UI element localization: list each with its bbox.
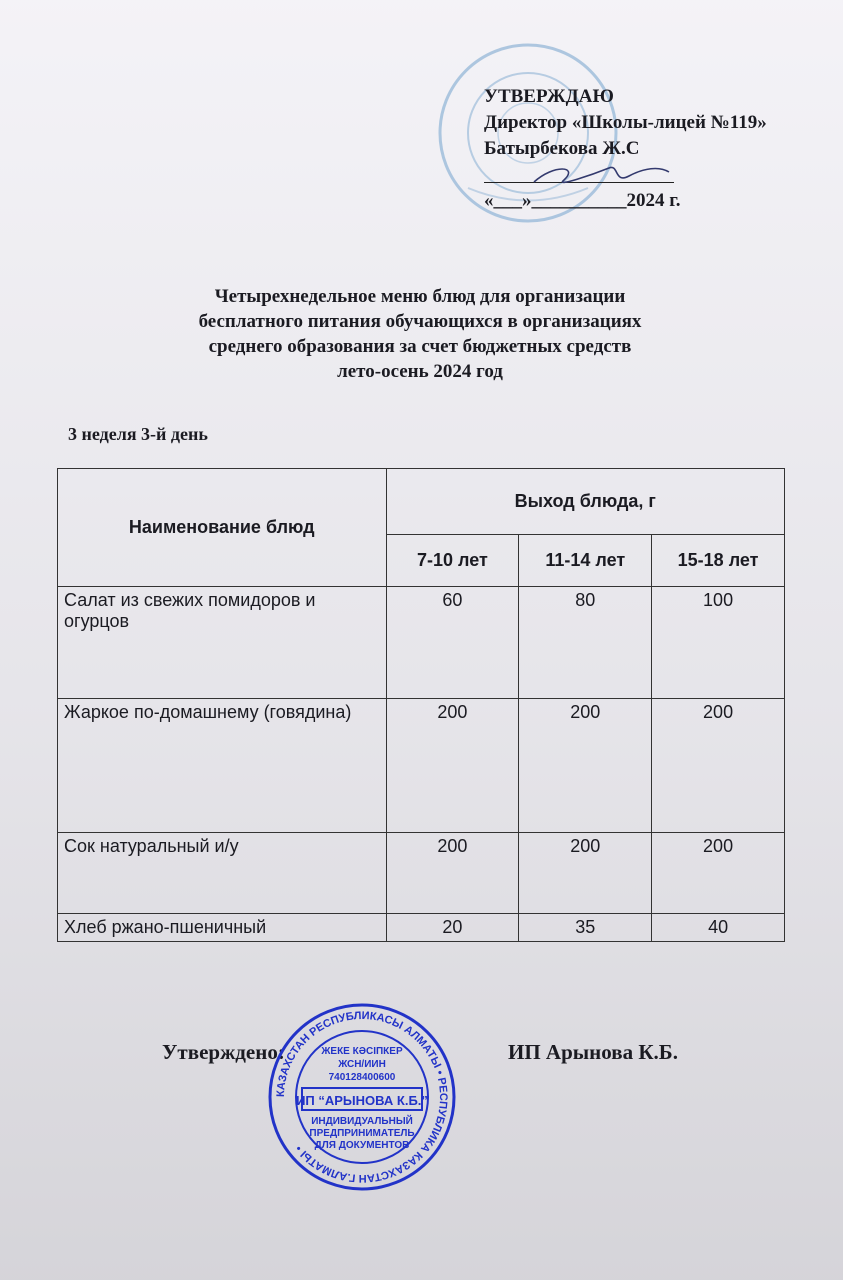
dish-value: 60 (386, 587, 519, 699)
title-line-1: Четырехнедельное меню блюд для организации (214, 286, 626, 307)
header-row (58, 469, 785, 535)
approval-heading: УТВЕРЖДАЮ (484, 86, 614, 107)
dish-name: Сок натуральный и/у (58, 833, 387, 914)
dish-value: 200 (386, 833, 519, 914)
signature (524, 154, 674, 194)
dish-value: 200 (652, 699, 785, 833)
stamp-line-5: ПРЕДПРИНИМАТЕЛЬ (309, 1128, 415, 1139)
dish-value: 200 (652, 833, 785, 914)
document-title (120, 284, 720, 384)
age-group: 15-18 лет (652, 535, 785, 587)
stamp-line-4: ИНДИВИДУАЛЬНЫЙ (311, 1116, 413, 1127)
menu-table (57, 468, 785, 942)
title-line-4: лето-осень 2024 год (337, 361, 503, 382)
dish-value: 200 (519, 833, 652, 914)
director-position: Директор «Школы-лицей №119» (484, 112, 767, 133)
title-line-2: бесплатного питания обучающихся в организациях (198, 311, 642, 332)
approved-label: Утверждено: (162, 1040, 285, 1064)
dish-name: Хлеб ржано-пшеничный (58, 914, 387, 942)
header-output: Выход блюда, г (386, 469, 784, 535)
stamp-line-3: 740128400600 (328, 1072, 396, 1083)
approval-block (484, 84, 767, 214)
table-row (58, 699, 785, 833)
approval-date: «___»__________2024 г. (484, 190, 681, 211)
table-row (58, 914, 785, 942)
entrepreneur-name: ИП Арынова К.Б. (508, 1040, 678, 1064)
dish-value: 20 (386, 914, 519, 942)
director-name: Батырбекова Ж.С (484, 138, 640, 159)
header-dish-name: Наименование блюд (58, 469, 387, 587)
age-group: 7-10 лет (386, 535, 519, 587)
table-row (58, 587, 785, 699)
stamp-center: ИП “АРЫНОВА К.Б.” (296, 1093, 428, 1108)
dish-value: 80 (519, 587, 652, 699)
stamp-line-2: ЖСН/ИИН (338, 1059, 386, 1070)
dish-value: 200 (519, 699, 652, 833)
entrepreneur-stamp (262, 1002, 462, 1192)
dish-value: 200 (386, 699, 519, 833)
title-line-3: среднего образования за счет бюджетных средств (208, 336, 632, 357)
dish-value: 100 (652, 587, 785, 699)
dish-name: Салат из свежих помидоров и огурцов (58, 587, 387, 699)
stamp-line-6: ДЛЯ ДОКУМЕНТОВ (314, 1140, 410, 1151)
age-group: 11-14 лет (519, 535, 652, 587)
signature-line (484, 162, 767, 188)
stamp-line-1: ЖЕКЕ КӘСІПКЕР (321, 1046, 403, 1057)
dish-value: 40 (652, 914, 785, 942)
day-label: 3 неделя 3-й день (68, 424, 208, 444)
stamp-ring-text: КАЗАХСТАН РЕСПУБЛИКАСЫ АЛМАТЫ • РЕСПУБЛИКА КАЗАХСТАН Г.АЛМАТЫ • (274, 1009, 450, 1185)
dish-value: 35 (519, 914, 652, 942)
table-row (58, 833, 785, 914)
dish-name: Жаркое по-домашнему (говядина) (58, 699, 387, 833)
